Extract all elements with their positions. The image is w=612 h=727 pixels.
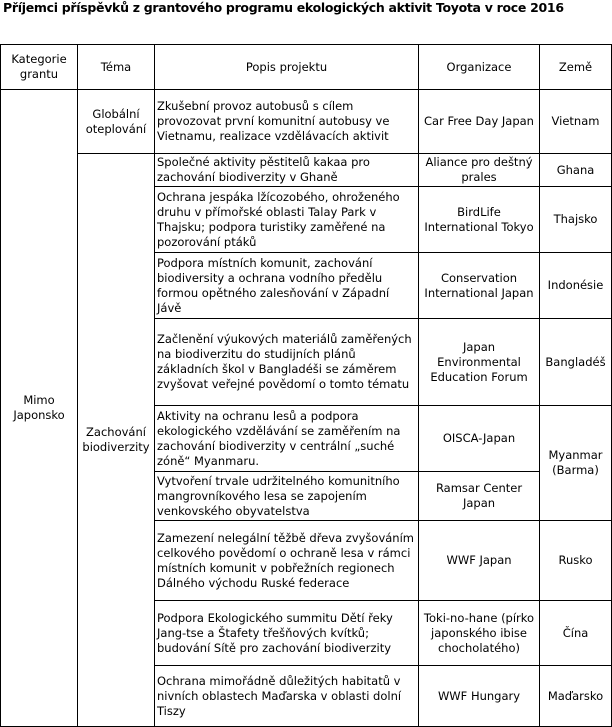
- country-cell: Vietnam: [540, 90, 612, 154]
- organization-cell: Japan Environmental Education Forum: [419, 319, 540, 406]
- header-category: Kategorie grantu: [1, 45, 78, 90]
- organization-cell: WWF Hungary: [419, 666, 540, 727]
- country-cell: Myanmar (Barma): [540, 406, 612, 521]
- description-cell: Ochrana mimořádně důležitých habitatů v nivních oblastech Maďarska v oblasti dolní Tiszy: [155, 666, 419, 727]
- header-description: Popis projektu: [155, 45, 419, 90]
- description-cell: Podpora Ekologického summitu Dětí řeky Jang-tse a Štafety třešňových kvítků; budování Sítě pro zachování biodiverzity: [155, 601, 419, 666]
- header-theme: Téma: [78, 45, 155, 90]
- header-row: [1, 45, 612, 90]
- page-title: Příjemci příspěvků z grantového programu ekologických aktivit Toyota v roce 2016: [3, 0, 564, 15]
- country-cell: Bangladéš: [540, 319, 612, 406]
- organization-cell: Aliance pro deštný prales: [419, 154, 540, 187]
- organization-cell: Car Free Day Japan: [419, 90, 540, 154]
- grant-table: [0, 44, 612, 727]
- description-cell: Aktivity na ochranu lesů a podpora ekologického vzdělávání se zaměřením na zachování biodiverzity v centrální „suché zóně“ Myanmaru.: [155, 406, 419, 472]
- table-row: [1, 154, 612, 187]
- header-organization: Organizace: [419, 45, 540, 90]
- organization-cell: Ramsar Center Japan: [419, 472, 540, 521]
- country-cell: Rusko: [540, 521, 612, 601]
- organization-cell: WWF Japan: [419, 521, 540, 601]
- table-row: [1, 90, 612, 154]
- country-cell: Maďarsko: [540, 666, 612, 727]
- country-cell: Thajsko: [540, 187, 612, 253]
- organization-cell: BirdLife International Tokyo: [419, 187, 540, 253]
- country-cell: Čína: [540, 601, 612, 666]
- description-cell: Podpora místních komunit, zachování biodiversity a ochrana vodního předělu formou opětného zalesňování v Západní Jávě: [155, 253, 419, 319]
- description-cell: Ochrana jespáka lžícozobého, ohroženého druhu v přímořské oblasti Talay Park v Thajsku; podpora turistiky zaměřené na pozorování ptáků: [155, 187, 419, 253]
- description-cell: Zkušební provoz autobusů s cílem provozovat první komunitní autobusy ve Vietnamu, realizace vzdělávacích aktivit: [155, 90, 419, 154]
- theme-cell-global-warming: Globální oteplování: [78, 90, 155, 154]
- organization-cell: OISCA-Japan: [419, 406, 540, 472]
- description-cell: Vytvoření trvale udržitelného komunitního mangrovníkového lesa se zapojením venkovského obyvatelstva: [155, 472, 419, 521]
- organization-cell: Conservation International Japan: [419, 253, 540, 319]
- description-cell: Začlenění výukových materiálů zaměřených na biodiverzitu do studijních plánů základních škol v Bangladéši se záměrem zvyšovat veřejné povědomí o tomto tématu: [155, 319, 419, 406]
- country-cell: Indonésie: [540, 253, 612, 319]
- category-cell: Mimo Japonsko: [1, 90, 78, 727]
- header-country: Země: [540, 45, 612, 90]
- organization-cell: Toki-no-hane (pírko japonského ibise chocholatého): [419, 601, 540, 666]
- description-cell: Společné aktivity pěstitelů kakaa pro zachování biodiverzity v Ghaně: [155, 154, 419, 187]
- theme-cell-biodiversity: Zachování biodiverzity: [78, 154, 155, 727]
- description-cell: Zamezení nelegální těžbě dřeva zvyšováním celkového povědomí o ochraně lesa v rámci místních komunit v pobřežních regionech Dálného východu Ruské federace: [155, 521, 419, 601]
- country-cell: Ghana: [540, 154, 612, 187]
